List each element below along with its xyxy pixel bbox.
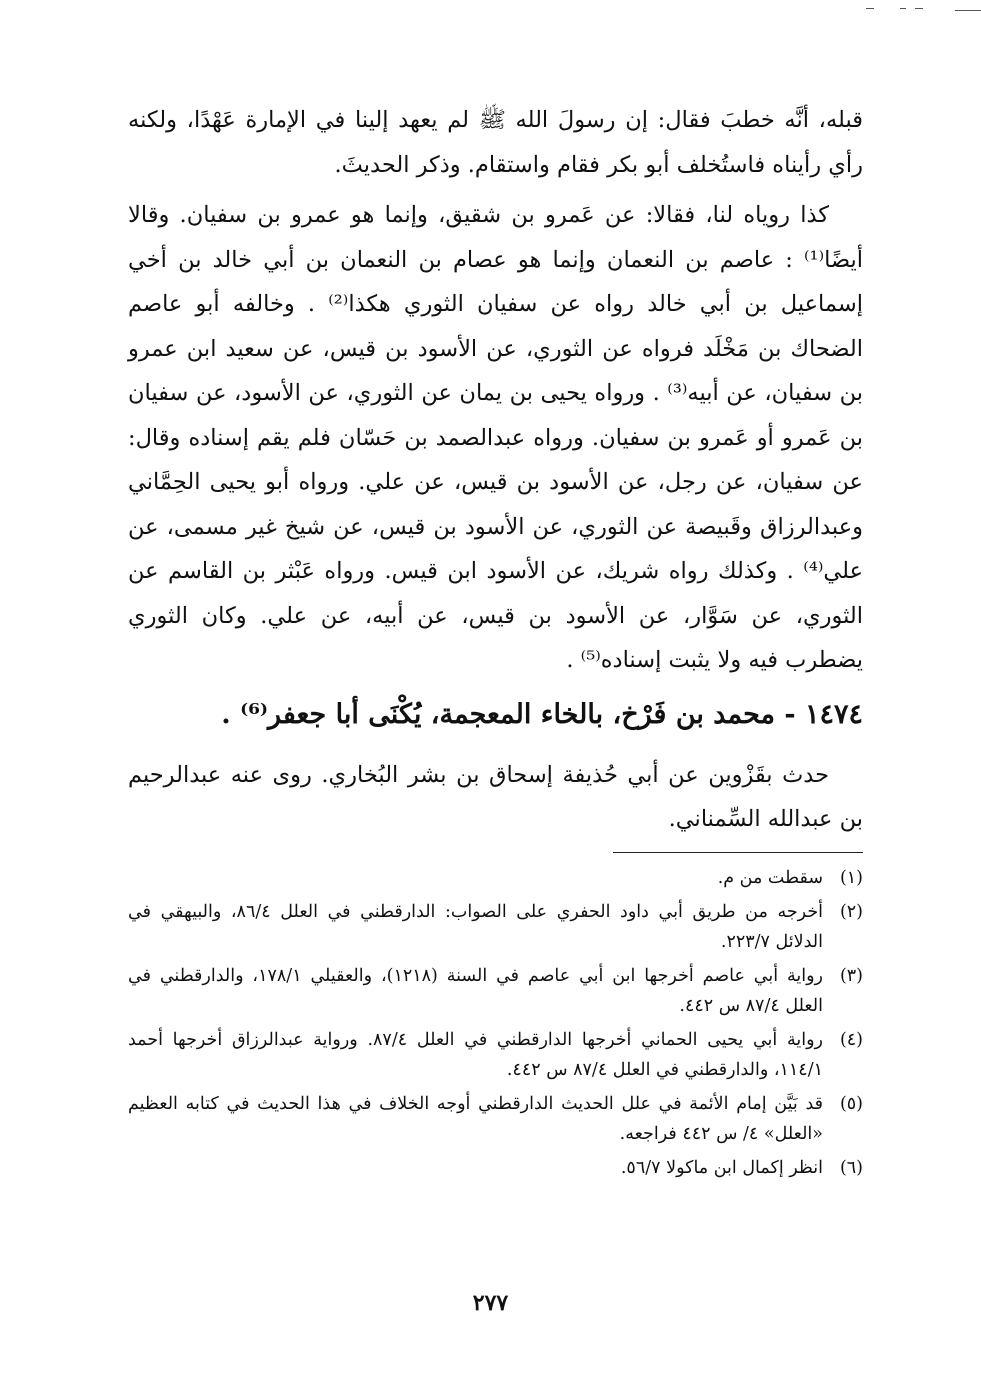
footnote-text: سقطت من م. <box>717 867 823 888</box>
footnote-text: انظر إكمال ابن ماكولا ٥٦/٧. <box>620 1157 823 1178</box>
corner-mark <box>955 10 981 11</box>
corner-mark <box>900 8 906 9</box>
main-text <box>128 98 863 683</box>
footnote-number: (٥) <box>839 1093 863 1114</box>
footnote-text: رواية أبي يحيى الحماني أخرجها الدارقطني في العلل ٨٧/٤. ورواية عبدالرزاق أخرجها أحمد ١١٤/١، والدارقطني في العلل ٨٧/٤ س ٤٤٢. <box>128 1029 823 1080</box>
footnote <box>128 1089 863 1149</box>
entry-heading: ١٤٧٤ - محمد بن فَرْخ، بالخاء المعجمة، يُكْنَى أبا جعفر⁽⁶⁾ . <box>221 698 863 730</box>
corner-mark <box>915 8 923 9</box>
footnote-number: (٢) <box>839 901 863 922</box>
footnote-number: (٦) <box>839 1157 863 1178</box>
footnote <box>128 863 863 893</box>
footnotes <box>128 863 863 1183</box>
footnote-text: قد بَيَّن إمام الأئمة في علل الحديث الدارقطني أوجه الخلاف في هذا الحديث في كتابه العظيم «العلل» ٤/ س ٤٤٢ فراجعه. <box>128 1093 823 1144</box>
corner-mark <box>866 8 874 9</box>
footnote-number: (١) <box>839 867 863 888</box>
footnote-separator <box>613 852 863 853</box>
footnote <box>128 961 863 1021</box>
footnote-number: (٣) <box>839 965 863 986</box>
footnote <box>128 1025 863 1085</box>
footnote <box>128 897 863 957</box>
page-number: ٢٧٧ <box>472 1290 509 1316</box>
footnote-text: رواية أبي عاصم أخرجها ابن أبي عاصم في السنة (١٢١٨)، والعقيلي ١٧٨/١، والدارقطني في العلل ٨٧/٤ س ٤٤٢. <box>128 965 824 1016</box>
document-page <box>128 98 863 1187</box>
footnote <box>128 1153 863 1183</box>
paragraph: حدث بقَزْوين عن أبي حُذيفة إسحاق بن بشر البُخاري. روى عنه عبدالرحيم بن عبدالله السِّمناني. <box>128 761 863 832</box>
paragraph: كذا روياه لنا، فقالا: عن عَمرو بن شقيق، وإنما هو عمرو بن سفيان. وقالا أيضًا⁽¹⁾ : عاصم بن النعمان وإنما هو عصام بن النعمان بن أبي خالد بن أخي إسماعيل بن أبي خالد رواه عن سفيان الثوري هكذا⁽²⁾ . وخالفه أبو عاصم الضحاك بن مَخْلَد فرواه عن الثوري، عن الأسود بن قيس، عن سعيد ابن عمرو بن سفيان، عن أبيه⁽³⁾ . ورواه يحيى بن يمان عن الثوري، عن الأسود، عن سفيان بن عَمرو أو عَمرو بن سفيان. ورواه عبدالصمد بن حَسّان فلم يقم إسناده وقال: عن سفيان، عن رجل، عن الأسود بن قيس، عن علي. ورواه أبو يحيى الحِمَّاني وعبدالرزاق وقَبيصة عن الثوري، عن الأسود بن قيس، عن شيخ غير مسمى، عن علي⁽⁴⁾ . وكذلك رواه شريك، عن الأسود ابن قيس. ورواه عَبْثر بن القاسم عن الثوري، عن سَوَّار، عن الأسود بن قيس، عن أبيه، عن علي. وكان الثوري يضطرب فيه ولا يثبت إسناده⁽⁵⁾ . <box>128 202 863 673</box>
footnote-number: (٤) <box>839 1029 863 1050</box>
entry-body <box>128 753 863 842</box>
paragraph: قبله، أنَّه خطبَ فقال: إن رسولَ الله ﷺ لم يعهد إلينا في الإمارة عَهْدًا، ولكنه رأي رأيناه فاستُخلف أبو بكر فقام واستقام. وذكر الحديثَ. <box>128 107 863 178</box>
footnote-text: أخرجه من طريق أبي داود الحفري على الصواب: الدارقطني في العلل ٨٦/٤، والبيهقي في الدلائل ٢٢٣/٧. <box>128 901 824 952</box>
